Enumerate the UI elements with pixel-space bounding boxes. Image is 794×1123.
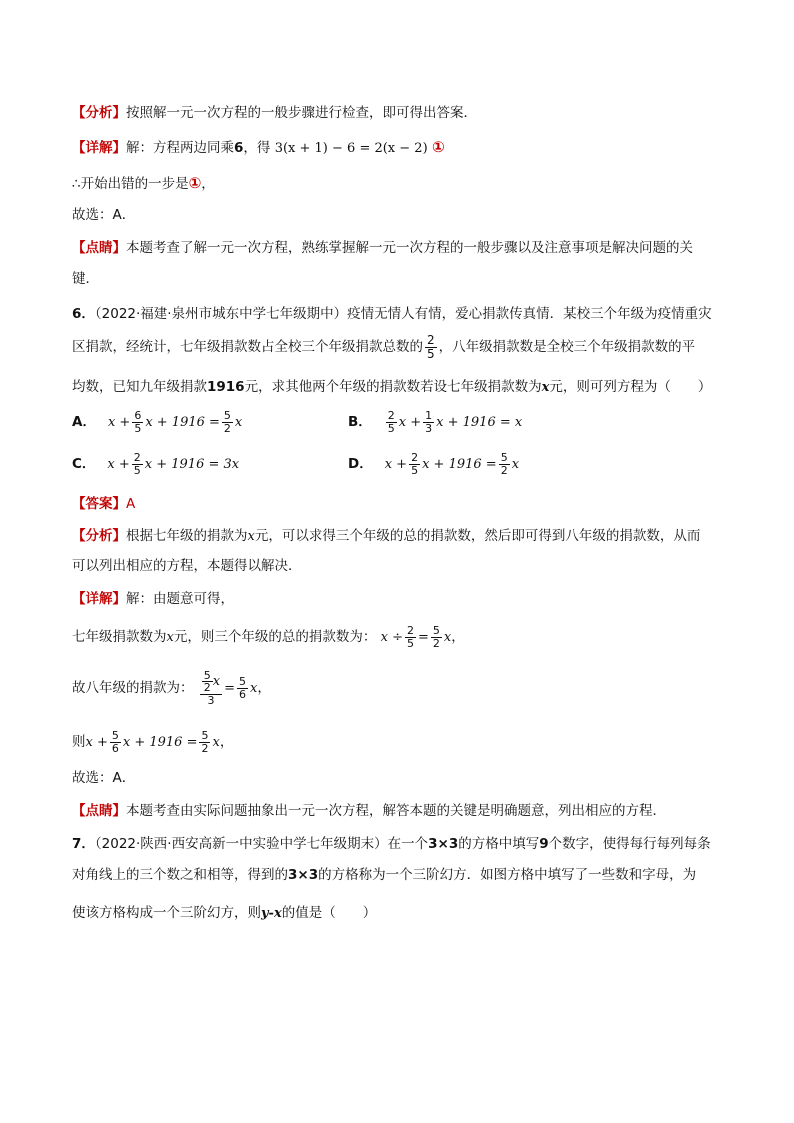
question-6-line-3 bbox=[72, 378, 711, 397]
grid-size: 3×3 bbox=[288, 867, 319, 883]
conclusion-tail: ， bbox=[201, 176, 215, 192]
grid-size: 3×3 bbox=[428, 836, 459, 852]
question-text: 个数字，使得每行每列每条 bbox=[548, 836, 711, 852]
comment-tag: 【点睛】 bbox=[72, 803, 126, 819]
multiplier: 6 bbox=[234, 140, 244, 156]
comment-line-q6 bbox=[72, 802, 666, 820]
step-mark: ① bbox=[431, 138, 445, 156]
option-a[interactable]: A． x + $\frac{6}{5}$ x + 1916 = $\frac{5}{2}$ x bbox=[72, 409, 243, 435]
detail-line-q6 bbox=[72, 590, 234, 608]
fraction: $\frac{2}{5}$ bbox=[427, 333, 435, 361]
comment-text-1: 本题考查了解一元一次方程，熟练掌握解一元一次方程的一般步骤以及注意事项是解决问题的关 bbox=[126, 240, 693, 256]
variable: x bbox=[166, 630, 174, 645]
detail-tag: 【详解】 bbox=[72, 591, 126, 607]
step-text: 则 bbox=[72, 734, 86, 750]
question-text: 元，则可列方程为（ ） bbox=[549, 379, 712, 395]
detail-tag: 【详解】 bbox=[72, 140, 126, 156]
step-2-line: 故八年级的捐款为： $\frac{5}{2}$ x 3 = $\frac{5}{6}$ x， bbox=[72, 668, 271, 707]
step-text: 故八年级的捐款为： bbox=[72, 680, 194, 696]
question-source: （2022·福建·泉州市城东中学七年级期中） bbox=[94, 306, 348, 322]
question-number: 6． bbox=[72, 306, 95, 322]
step-3-line: 则x + $\frac{5}{6}$ x + 1916 = $\frac{5}{2}$ x， bbox=[72, 728, 234, 755]
conclusion-text: ∴开始出错的一步是 bbox=[72, 176, 189, 192]
choice-line-q6: 故选：A． bbox=[72, 770, 136, 786]
analysis-tag: 【分析】 bbox=[72, 105, 126, 121]
question-6-line-2 bbox=[72, 334, 695, 360]
analysis-tag: 【分析】 bbox=[72, 528, 126, 544]
question-text: 的方格称为一个三阶幻方．如图方格中填写了一些数和字母，为 bbox=[318, 867, 697, 883]
expression: y-x bbox=[261, 906, 282, 921]
question-7-line-2 bbox=[72, 866, 696, 884]
comment-line-q5-2: 键． bbox=[72, 271, 99, 287]
question-text: 的值是（ ） bbox=[281, 905, 377, 921]
variable: x bbox=[247, 529, 255, 544]
question-text: 对角线上的三个数之和相等，得到的 bbox=[72, 867, 288, 883]
question-text: 均数，已知九年级捐款 bbox=[72, 379, 207, 395]
answer-line-q6 bbox=[72, 495, 135, 513]
question-text: 在一个 bbox=[387, 836, 429, 852]
option-c[interactable]: C． x + $\frac{2}{5}$ x + 1916 = 3x bbox=[72, 451, 240, 477]
question-7-line-1 bbox=[72, 835, 711, 853]
variable: x bbox=[541, 380, 550, 395]
question-number: 7． bbox=[72, 836, 95, 852]
question-text: 的方格中填写 bbox=[458, 836, 540, 852]
step-1-line: 七年级捐款数为x元，则三个年级的总的捐款数为： x ÷ $\frac{2}{5}$ = $\frac{5}{2}$ x， bbox=[72, 623, 465, 650]
analysis-text: 元，可以求得三个年级的总的捐款数，然后即可得到八年级的捐款数，从而 bbox=[254, 528, 701, 544]
detail-text-a: 解：方程两边同乘 bbox=[126, 140, 234, 156]
answer-tag: 【答案】 bbox=[72, 496, 126, 512]
detail-text-b: ，得 bbox=[243, 140, 271, 156]
comment-text: 本题考查由实际问题抽象出一元一次方程，解答本题的关键是明确题意，列出相应的方程． bbox=[126, 803, 666, 819]
conclusion-mark: ① bbox=[188, 174, 202, 192]
step-text: 元，则三个年级的总的捐款数为： bbox=[173, 629, 377, 645]
question-text: ，八年级捐款数是全校三个年级捐款数的平 bbox=[438, 339, 696, 356]
detail-line-q5 bbox=[72, 138, 445, 158]
question-source: （2022·陕西·西安高新一中实验中学七年级期末） bbox=[94, 836, 388, 852]
conclusion-line-q5 bbox=[72, 174, 215, 193]
question-6-line-1 bbox=[72, 305, 712, 323]
answer-value: A bbox=[126, 496, 136, 512]
option-b[interactable]: B． $\frac{2}{5}$ x + $\frac{1}{3}$ x + 1916 = x bbox=[348, 409, 523, 435]
step-text: 七年级捐款数为 bbox=[72, 629, 167, 645]
question-7-line-3 bbox=[72, 904, 376, 923]
question-text: 使该方格构成一个三阶幻方，则 bbox=[72, 905, 261, 921]
comment-tag: 【点睛】 bbox=[72, 240, 126, 256]
choice-line-q5: 故选：A． bbox=[72, 207, 136, 223]
digit-count: 9 bbox=[539, 836, 549, 852]
comment-line-q5 bbox=[72, 239, 693, 257]
equation-q5: 3(x + 1) − 6 = 2(x − 2) bbox=[274, 141, 428, 156]
analysis-line-q6-2: 可以列出相应的方程，本题得以解决． bbox=[72, 558, 302, 574]
question-text: 区捐款，经统计，七年级捐款数占全校三个年级捐款总数的 bbox=[72, 339, 423, 356]
analysis-text: 按照解一元一次方程的一般步骤进行检查，即可得出答案． bbox=[126, 105, 477, 121]
question-text: 元，求其他两个年级的捐款数若设七年级捐款数为 bbox=[244, 379, 542, 395]
analysis-line-q5 bbox=[72, 104, 477, 122]
detail-text: 解：由题意可得， bbox=[126, 591, 234, 607]
question-text: 疫情无情人有情，爱心捐款传真情．某校三个年级为疫情重灾 bbox=[347, 306, 712, 322]
analysis-line-q6 bbox=[72, 527, 700, 546]
amount: 1916 bbox=[207, 379, 245, 395]
option-d[interactable]: D． x + $\frac{2}{5}$ x + 1916 = $\frac{5}{2}$ x bbox=[348, 451, 520, 477]
compound-fraction: $\frac{5}{2}$ x 3 bbox=[200, 670, 222, 707]
analysis-text: 根据七年级的捐款为 bbox=[126, 528, 248, 544]
